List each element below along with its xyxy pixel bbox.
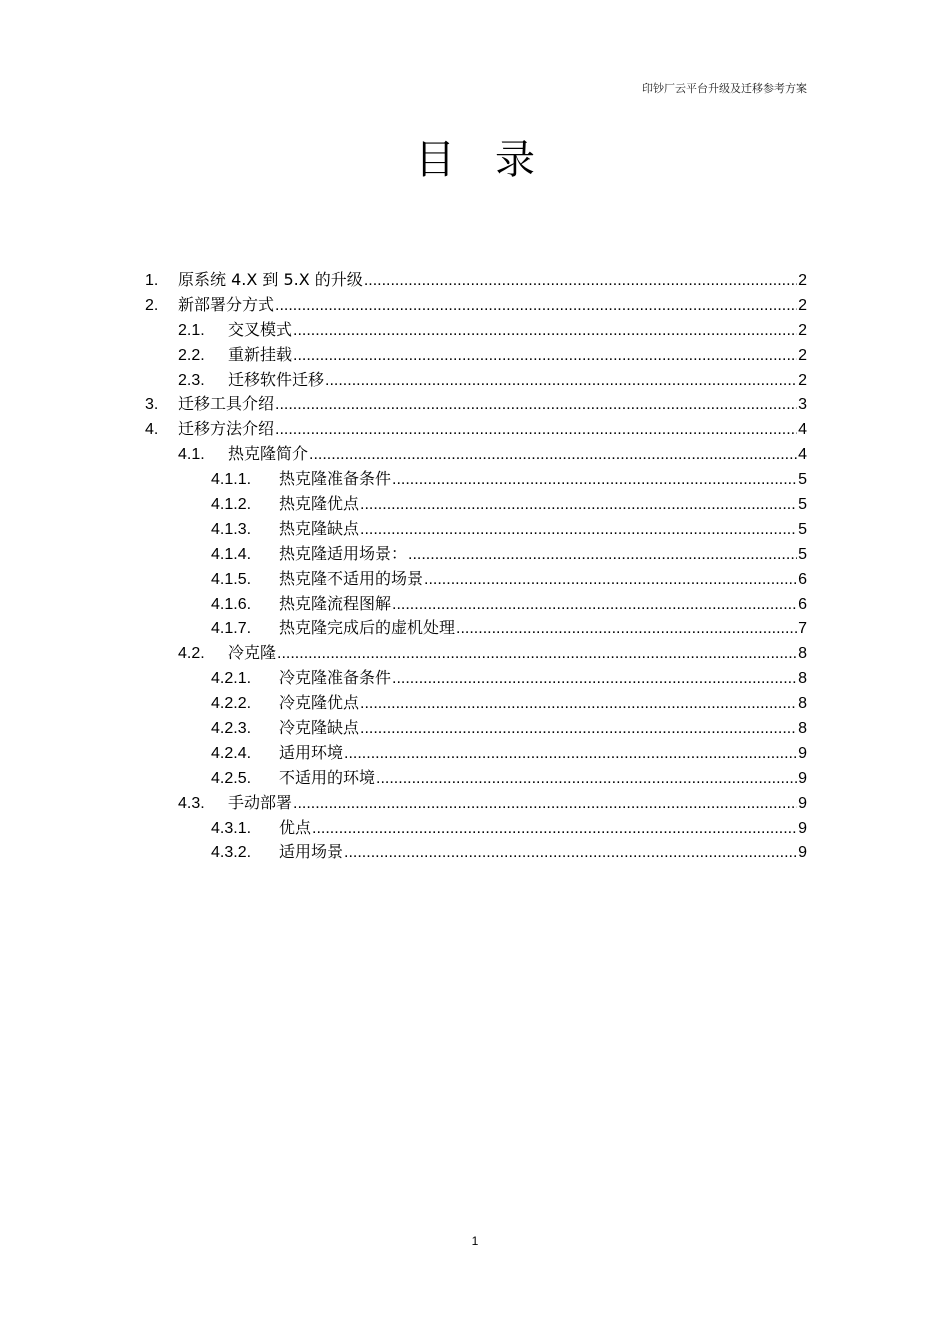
toc-entry-title: 迁移工具介绍 xyxy=(178,394,275,414)
toc-entry[interactable] xyxy=(145,765,807,790)
toc-entry-title: 原系统 4.X 到 5.X 的升级 xyxy=(178,270,363,289)
toc-entry-title: 热克隆优点 xyxy=(279,494,360,514)
toc-entry-number: 4.1.5. xyxy=(211,570,252,588)
toc-entry[interactable] xyxy=(145,391,807,416)
toc-entry-page: 2 xyxy=(798,272,807,289)
toc-entry-title: 不适用的环境 xyxy=(279,767,376,787)
toc-entry[interactable] xyxy=(145,665,807,690)
toc-entry-number: 4.1.7. xyxy=(211,620,252,638)
toc-entry[interactable] xyxy=(145,416,807,441)
toc-entry[interactable] xyxy=(145,491,807,516)
toc-entry[interactable] xyxy=(145,317,807,342)
toc-entry-page: 5 xyxy=(798,496,807,514)
toc-dot-leader xyxy=(275,421,797,439)
toc-dot-leader xyxy=(293,795,797,813)
toc-dot-leader xyxy=(293,322,797,340)
toc-entry-number: 4.1.4. xyxy=(211,545,252,563)
toc-entry-page: 2 xyxy=(798,321,807,339)
toc-entry-number: 4.1.6. xyxy=(211,595,252,613)
toc-dot-leader xyxy=(392,596,797,614)
toc-entry-number: 4.3.1. xyxy=(211,819,252,837)
toc-entry[interactable] xyxy=(145,615,807,640)
toc-entry-page: 9 xyxy=(798,844,807,862)
toc-entry-number: 3. xyxy=(145,396,159,414)
toc-entry[interactable] xyxy=(145,566,807,591)
toc-dot-leader xyxy=(275,297,797,315)
toc-entry-title: 新部署分方式 xyxy=(178,294,275,314)
toc-entry-title: 热克隆缺点 xyxy=(279,518,360,538)
toc-entry-title: 冷克隆 xyxy=(228,643,277,663)
toc-entry-title: 手动部署 xyxy=(228,792,293,812)
toc-entry-page: 2 xyxy=(798,346,807,364)
toc-entry-page: 5 xyxy=(798,520,807,538)
toc-entry[interactable] xyxy=(145,839,807,864)
toc-dot-leader xyxy=(376,770,797,788)
toc-entry-number: 4.2.4. xyxy=(211,744,252,762)
toc-dot-leader xyxy=(360,695,797,713)
toc-entry-number: 4.2. xyxy=(178,645,205,663)
toc-entry-page: 5 xyxy=(798,471,807,489)
toc-entry-title: 迁移软件迁移 xyxy=(228,369,325,389)
toc-entry-page: 2 xyxy=(798,296,807,314)
toc-entry-number: 4.3.2. xyxy=(211,844,252,862)
toc-entry-title: 冷克隆缺点 xyxy=(279,718,360,738)
toc-entry-page: 8 xyxy=(798,670,807,688)
toc-dot-leader xyxy=(277,645,797,663)
toc-entry[interactable] xyxy=(145,591,807,616)
toc-entry-page: 8 xyxy=(798,645,807,663)
toc-entry-page: 6 xyxy=(798,570,807,588)
toc-entry-title: 适用场景 xyxy=(279,842,344,862)
toc-entry-page: 6 xyxy=(798,595,807,613)
toc-entry-title: 热克隆完成后的虚机处理 xyxy=(279,618,456,638)
toc-entry-page: 5 xyxy=(798,545,807,563)
toc-entry-title: 交叉模式 xyxy=(228,319,293,339)
toc-entry[interactable] xyxy=(145,715,807,740)
toc-title: 目录 xyxy=(415,137,575,183)
toc-entry-number: 1. xyxy=(145,272,159,289)
toc-entry-title: 热克隆不适用的场景 xyxy=(279,568,424,588)
toc-entry[interactable] xyxy=(145,740,807,765)
toc-entry-number: 2.3. xyxy=(178,371,205,389)
toc-dot-leader xyxy=(392,670,797,688)
toc-entry-page: 9 xyxy=(798,819,807,837)
toc-dot-leader xyxy=(456,620,797,638)
toc-entry-page: 3 xyxy=(798,396,807,414)
toc-entry-page: 4 xyxy=(798,446,807,464)
toc-entry[interactable] xyxy=(145,292,807,317)
toc-entry-page: 8 xyxy=(798,720,807,738)
toc-entry-number: 4.1. xyxy=(178,446,205,464)
toc-entry-page: 8 xyxy=(798,695,807,713)
toc-dot-leader xyxy=(293,347,797,365)
toc-dot-leader xyxy=(275,396,797,414)
toc-entry-number: 2. xyxy=(145,296,159,314)
toc-entry-title: 热克隆准备条件 xyxy=(279,469,392,489)
toc-entry-number: 4.3. xyxy=(178,794,205,812)
toc-entry[interactable] xyxy=(145,466,807,491)
toc-dot-leader xyxy=(325,372,797,390)
toc-dot-leader xyxy=(344,745,797,763)
toc-dot-leader xyxy=(392,471,797,489)
toc-entry-title: 优点 xyxy=(279,817,312,837)
toc-entry-title: 适用环境 xyxy=(279,742,344,762)
toc-dot-leader xyxy=(312,820,797,838)
toc-entry-page: 4 xyxy=(798,421,807,439)
page-number: 1 xyxy=(471,1234,479,1248)
toc-entry[interactable] xyxy=(145,441,807,466)
toc-entry-title: 迁移方法介绍 xyxy=(178,419,275,439)
toc-entry[interactable] xyxy=(145,516,807,541)
toc-entry-title: 冷克隆准备条件 xyxy=(279,668,392,688)
toc-entry-number: 4. xyxy=(145,421,159,439)
toc-dot-leader xyxy=(424,571,797,589)
toc-dot-leader xyxy=(360,496,797,514)
toc-entry-title: 热克隆简介 xyxy=(228,444,309,464)
toc-entry-title: 冷克隆优点 xyxy=(279,693,360,713)
toc-entry-number: 4.2.1. xyxy=(211,670,252,688)
toc-entry[interactable] xyxy=(145,790,807,815)
toc-dot-leader xyxy=(360,720,797,738)
toc-entry-number: 4.1.2. xyxy=(211,496,252,514)
toc-entry[interactable] xyxy=(145,690,807,715)
toc-entry-number: 4.2.3. xyxy=(211,720,252,738)
toc-entry[interactable] xyxy=(145,367,807,392)
toc-entry-number: 4.1.1. xyxy=(211,471,252,489)
table-of-contents xyxy=(145,267,807,864)
toc-entry[interactable] xyxy=(145,541,807,566)
toc-entry-page: 9 xyxy=(798,769,807,787)
toc-dot-leader xyxy=(360,521,797,539)
toc-entry-number: 4.2.2. xyxy=(211,695,252,713)
toc-dot-leader xyxy=(344,844,797,862)
toc-entry[interactable] xyxy=(145,342,807,367)
toc-entry-page: 9 xyxy=(798,744,807,762)
toc-entry-page: 2 xyxy=(798,371,807,389)
toc-dot-leader xyxy=(309,446,797,464)
toc-dot-leader xyxy=(364,272,797,290)
toc-entry-number: 2.1. xyxy=(178,321,205,339)
toc-entry-title: 重新挂载 xyxy=(228,344,293,364)
toc-entry[interactable] xyxy=(145,815,807,840)
toc-entry[interactable] xyxy=(145,640,807,665)
toc-entry-number: 4.1.3. xyxy=(211,520,252,538)
running-header: 印钞厂云平台升级及迁移参考方案 xyxy=(642,82,807,95)
toc-entry-page: 9 xyxy=(798,794,807,812)
toc-entry[interactable] xyxy=(145,267,807,292)
toc-entry-number: 2.2. xyxy=(178,346,205,364)
toc-entry-number: 4.2.5. xyxy=(211,769,252,787)
toc-dot-leader xyxy=(408,546,797,564)
toc-entry-title: 热克隆适用场景： xyxy=(279,543,408,563)
toc-entry-page: 7 xyxy=(798,620,807,638)
toc-entry-title: 热克隆流程图解 xyxy=(279,593,392,613)
